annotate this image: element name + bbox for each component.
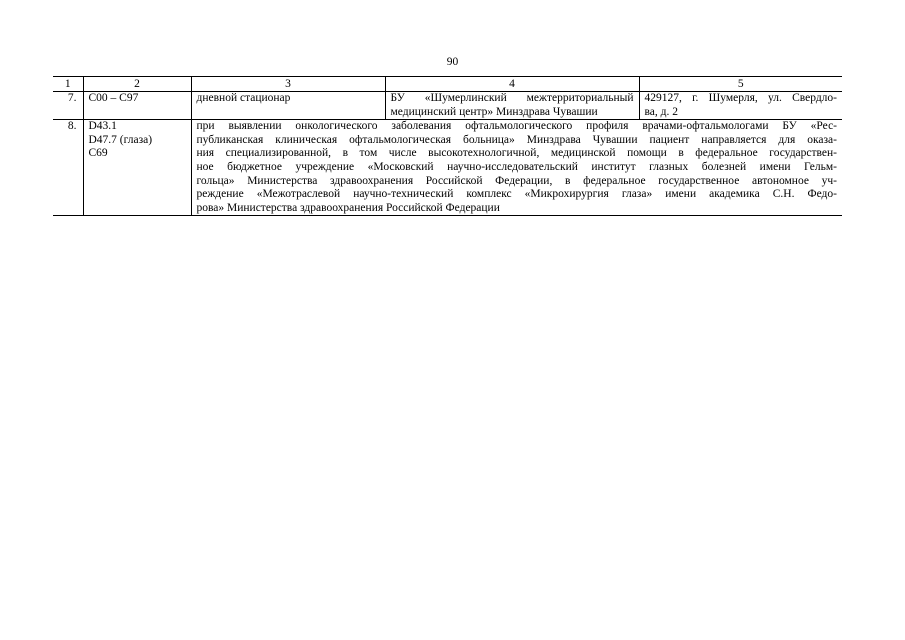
header-cell-1: 1 xyxy=(53,77,83,92)
header-cell-4: 4 xyxy=(385,77,639,92)
description-line: рова» Министерства здравоохранения Российской Федерации xyxy=(196,201,500,214)
address xyxy=(639,92,842,120)
institution-line: медицинский центр» Минздрава Чувашии xyxy=(390,105,598,118)
description-line: публиканская клиническая офтальмологическая больница» Минздрава Чувашии пациент направляется для оказа- xyxy=(196,133,837,146)
referral-table xyxy=(53,76,842,216)
row-number: 8. xyxy=(53,120,83,216)
institution xyxy=(385,92,639,120)
description-line: при выявлении онкологического заболевания офтальмологического профиля врачами-офтальмологами БУ «Рес- xyxy=(196,120,837,133)
diagnosis-codes xyxy=(83,120,191,216)
table-row xyxy=(53,92,842,120)
page-number: 90 xyxy=(446,56,459,68)
address-line: 429127, г. Шумерля, ул. Свердло- xyxy=(644,92,837,104)
diagnosis-code: C00 – C97 xyxy=(88,92,139,104)
referral-description xyxy=(191,120,842,216)
description-line: ния специализированной, в том числе высокотехнологичной, медицинской помощи в федеральное государствен- xyxy=(196,147,837,160)
address-line: ва, д. 2 xyxy=(644,105,678,118)
description-line: реждение «Межотраслевой научно-технический комплекс «Микрохирургия глаза» имени академика С.Н. Федо- xyxy=(196,188,837,201)
care-form: дневной стационар xyxy=(191,92,385,120)
description-line: гольца» Министерства здравоохранения Российской Федерации, в федеральное государственное автономное уч- xyxy=(196,174,837,187)
header-row xyxy=(53,77,842,92)
header-cell-5: 5 xyxy=(639,77,842,92)
institution-line: БУ «Шумерлинский межтерриториальный xyxy=(390,92,634,104)
diagnosis-code: D47.7 (глаза) xyxy=(88,133,153,146)
diagnosis-code: D43.1 xyxy=(88,120,117,133)
diagnosis-code: C69 xyxy=(88,147,108,160)
header-cell-2: 2 xyxy=(83,77,191,92)
row-number: 7. xyxy=(53,92,83,120)
diagnosis-codes xyxy=(83,92,191,120)
header-cell-3: 3 xyxy=(191,77,385,92)
table-row xyxy=(53,120,842,216)
description-line: ное бюджетное учреждение «Московский научно-исследовательский институт глазных болезней имени Гельм- xyxy=(196,160,837,173)
